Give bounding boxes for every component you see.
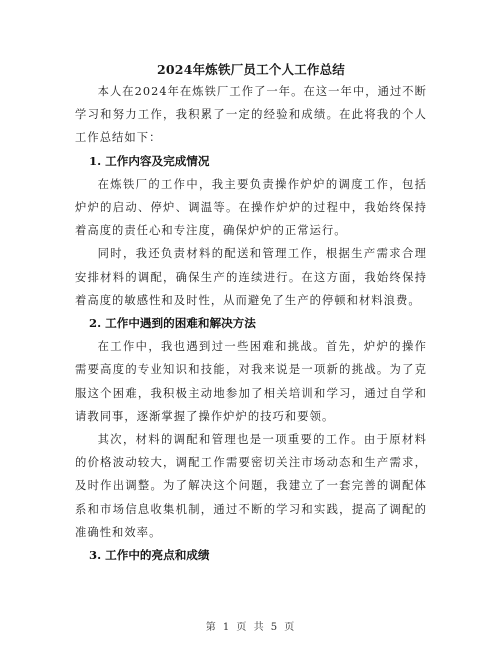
section-heading-2: 2. 工作中遇到的困难和解决方法: [89, 316, 256, 331]
section-2-paragraph-1: 在工作中，我也遇到过一些困难和挑战。首先，炉炉的操作需要高度的专业知识和技能，对我来说是一项新的挑战。为了克服这个困难，我积极主动地参加了相关培训和学习，通过自学和请教同事，逐渐掌握了操作炉炉的技巧和要领。: [75, 340, 427, 423]
section-1-paragraph-2: 同时，我还负责材料的配送和管理工作，根据生产需求合理安排材料的调配，确保生产的连续进行。在这方面，我始终保持着高度的敏感性和及时性，从而避免了生产的停顿和材料浪费。: [75, 247, 427, 307]
intro-paragraph: 本人在2024年在炼铁厂工作了一年。在这一年中，通过不断学习和努力工作，我积累了一定的经验和成绩。在此将我的个人工作总结如下：: [75, 85, 427, 145]
page-footer: 第 1 页 共 5 页: [205, 622, 297, 633]
document-title: 2024年炼铁厂员工个人工作总结: [157, 62, 345, 77]
section-heading-1: 1. 工作内容及完成情况: [89, 153, 210, 168]
section-heading-3: 3. 工作中的亮点和成绩: [89, 548, 210, 563]
section-2-paragraph-2: 其次，材料的调配和管理也是一项重要的工作。由于原材料的价格波动较大，调配工作需要密切关注市场动态和生产需求，及时作出调整。为了解决这个问题，我建立了一套完善的调配体系和市场信息收集机制，通过不断的学习和实践，提高了调配的准确性和效率。: [75, 433, 427, 539]
section-1-paragraph-1: 在炼铁厂的工作中，我主要负责操作炉炉的调度工作，包括炉炉的启动、停炉、调温等。在操作炉炉的过程中，我始终保持着高度的责任心和专注度，确保炉炉的正常运行。: [75, 177, 427, 238]
document-body: [75, 80, 427, 567]
